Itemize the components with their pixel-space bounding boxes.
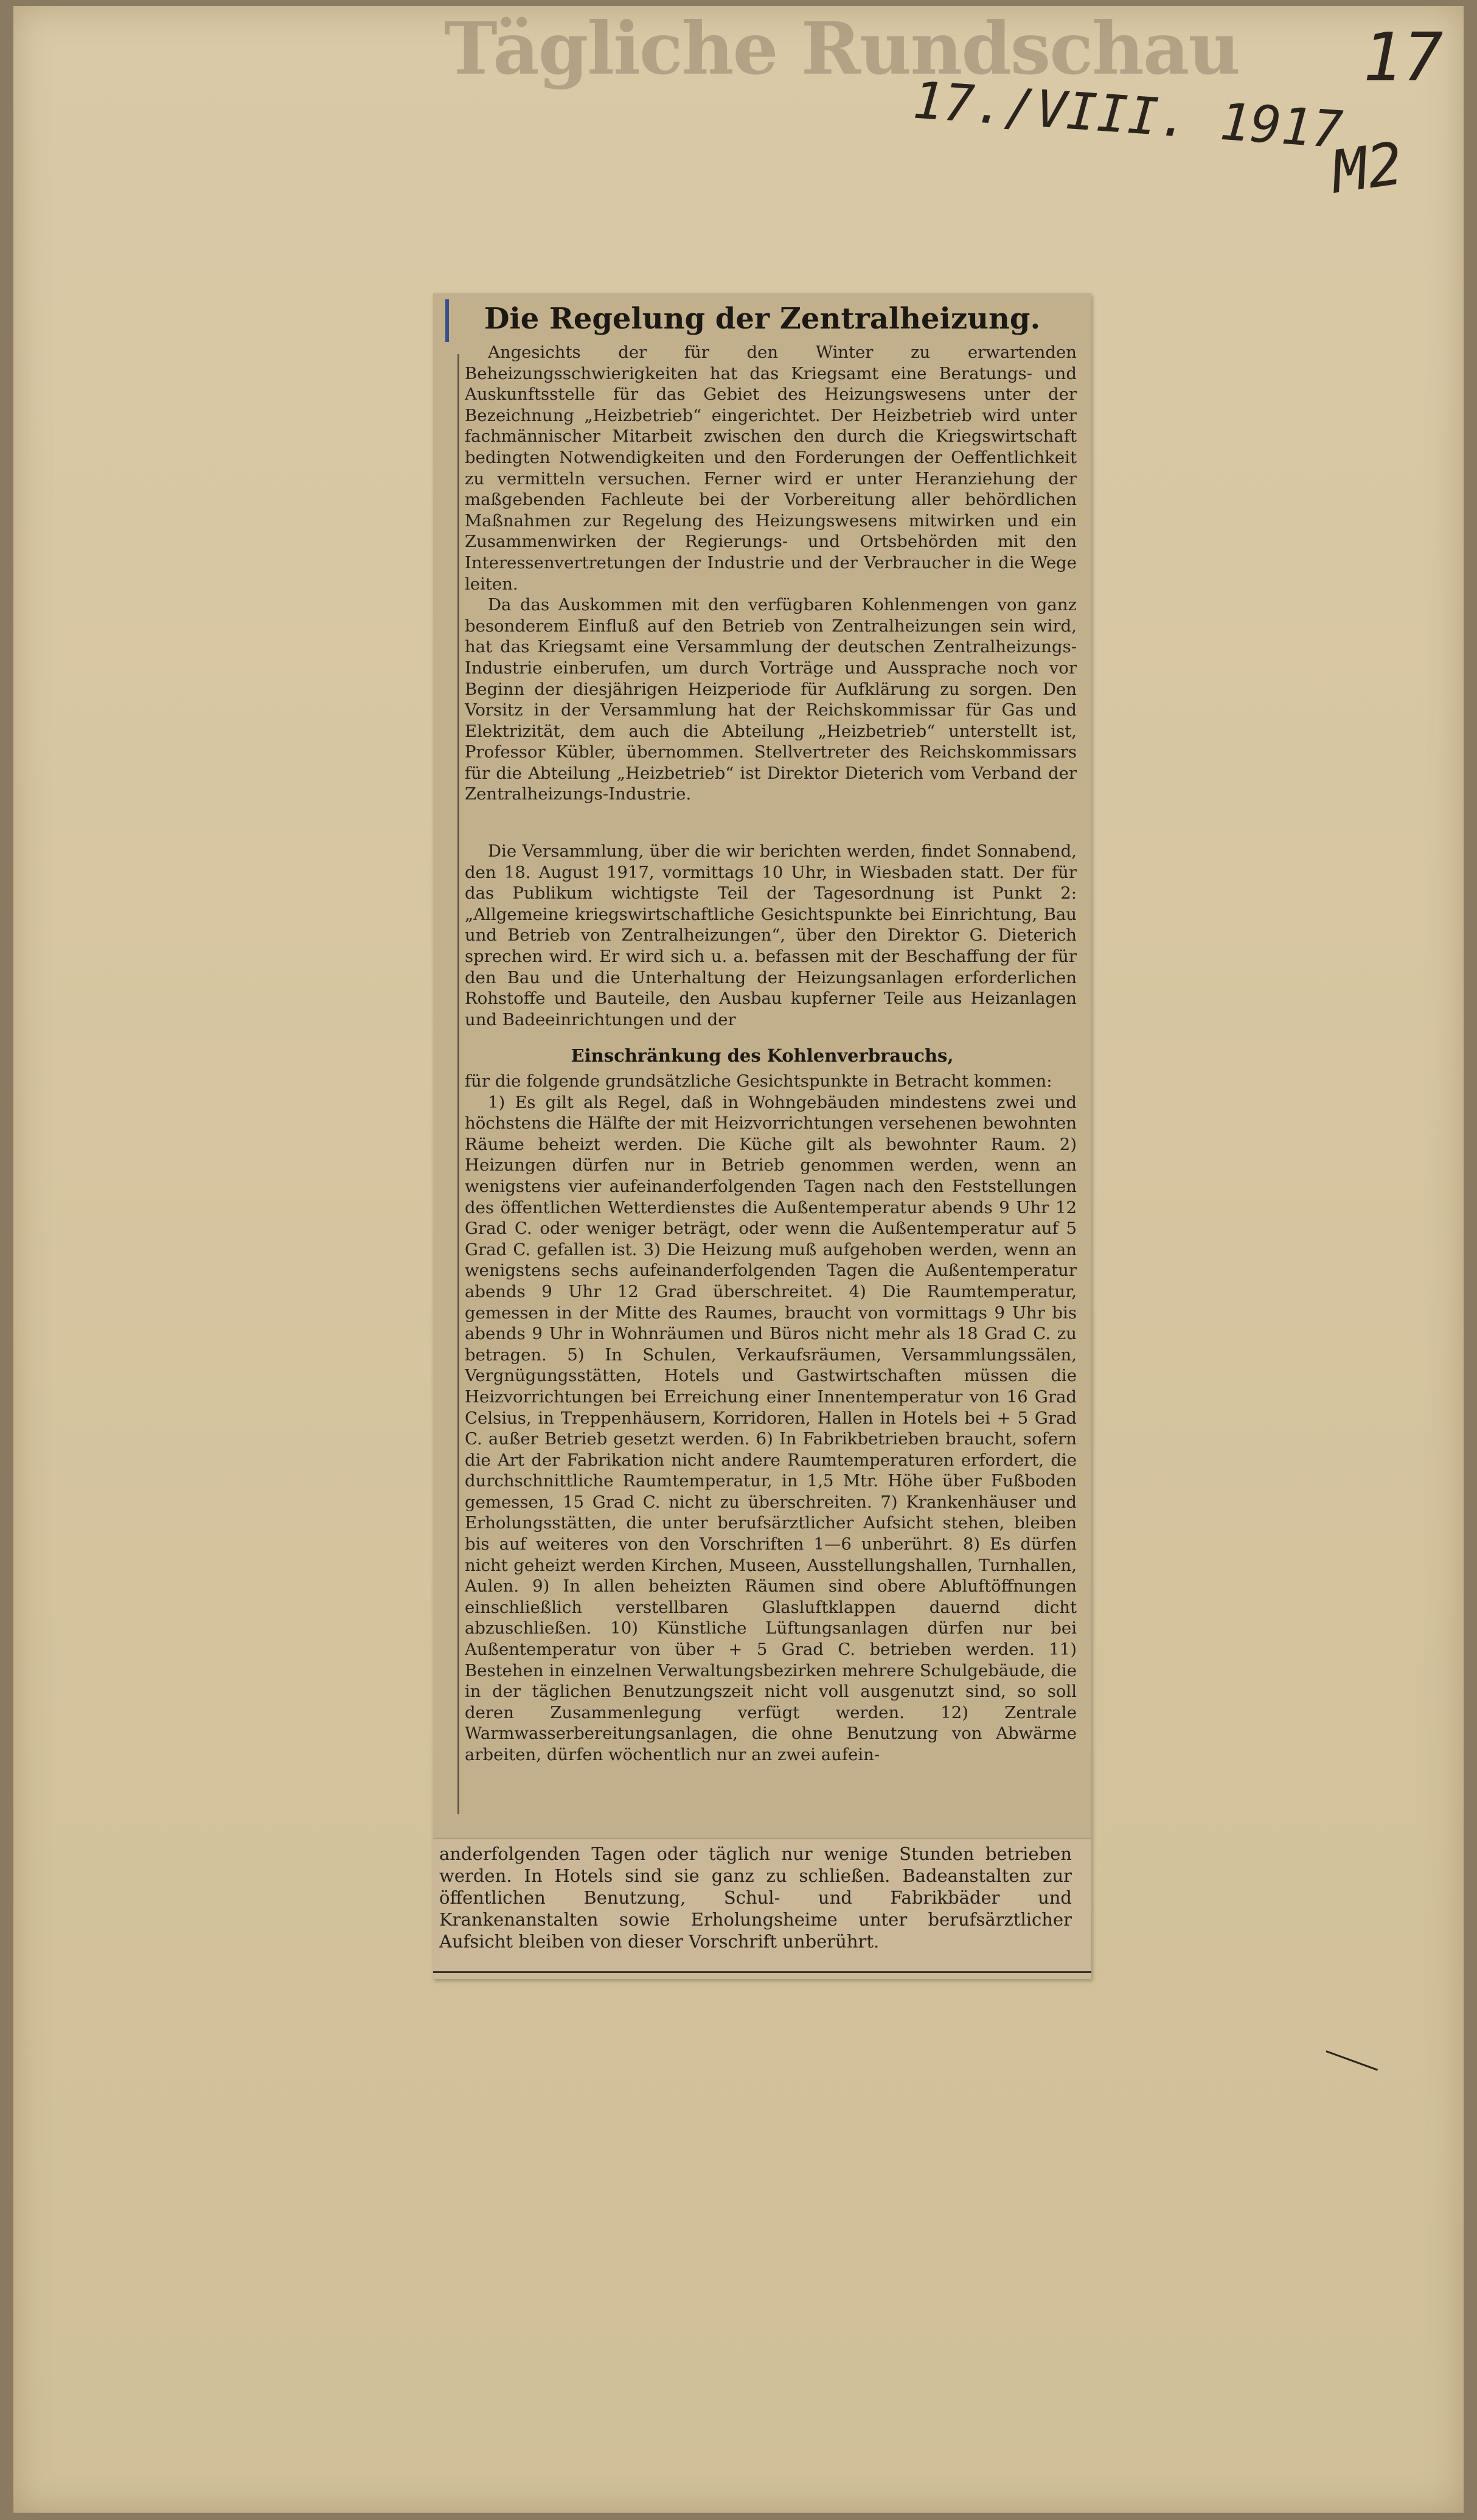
handwritten-mark: M2 — [1327, 129, 1407, 207]
newspaper-stamp: Tägliche Rundschau — [444, 6, 1240, 91]
article-body-part3 — [465, 1071, 1077, 1766]
article-body-part1 — [465, 342, 1077, 805]
paragraph: Angesichts der für den Winter zu erwartenden Beheizungsschwierigkeiten hat das Kriegsamt eine Beratungs- und Auskunftsstelle für das Gebiet des Heizungswesens unter der Bezeichnung „Heizbetrieb“ eingerichtet. Der Heizbetrieb wird unter fachmännischer Mitarbeit zwischen den durch die Kriegswirtschaft bedingten Notwendigkeiten und den Forderungen der Oeffentlichkeit zu vermitteln versuchen. Ferner wird er unter Heranziehung der maßgebenden Fachleute bei der Vorbereitung aller behördlichen Maßnahmen zur Regelung des Heizungswesens mitwirken und ein Zusammenwirken der Regierungs- und Ortsbehörden mit den Interessenvertretungen der Industrie und der Verbraucher in die Wege leiten. — [465, 343, 1077, 594]
article-title: Die Regelung der Zentralheizung. — [484, 302, 1041, 336]
handwritten-date: 17./VIII. 1917 — [911, 70, 1345, 160]
clipping-continuation — [433, 1839, 1091, 1979]
article-body-part2 — [465, 841, 1077, 1030]
paragraph: Da das Auskommen mit den verfügbaren Kohlenmengen von ganz besonderem Einfluß auf den Betrieb von Zentralheizungen sein wird, hat das Kriegsamt eine Versammlung der deutschen Zentralheizungs-Industrie einberufen, um durch Vorträge und Aussprache noch vor Beginn der diesjährigen Heizperiode für Aufklärung zu sorgen. Den Vorsitz in der Versammlung hat der Reichskommissar für Gas und Elektrizität, dem auch die Abteilung „Heizbetrieb“ unterstellt ist, Professor Kübler, übernommen. Stellvertreter des Reichskommissars für die Abteilung „Heizbetrieb“ ist Direktor Dieterich vom Verband der Zentralheizungs-Industrie. — [465, 595, 1077, 804]
continuation-text — [439, 1843, 1072, 1952]
paragraph: 1) Es gilt als Regel, daß in Wohngebäuden mindestens zwei und höchstens die Hälfte der mit Heizvorrichtungen versehenen bewohnten Räume beheizt werden. Die Küche gilt als bewohnter Raum. 2) Heizungen dürfen nur in Betrieb genommen werden, wenn an wenigstens vier aufeinanderfolgenden Tagen nach den Feststellungen des öffentlichen Wetterdienstes die Außentemperatur abends 9 Uhr 12 Grad C. oder weniger beträgt, oder wenn die Außentemperatur auf 5 Grad C. gefallen ist. 3) Die Heizung muß aufgehoben werden, wenn an wenigstens sechs aufeinanderfolgenden Tagen die Außentemperatur abends 9 Uhr 12 Grad überschreitet. 4) Die Raumtemperatur, gemessen in der Mitte des Raumes, braucht von vormittags 9 Uhr bis abends 9 Uhr in Wohnräumen und Büros nicht mehr als 18 Grad C. zu betragen. 5) In Schulen, Verkaufsräumen, Versammlungssälen, Vergnügungsstätten, Hotels und Gastwirtschaften müssen die Heizvorrichtungen bei Erreichung einer Innentemperatur von 16 Grad Celsius, in Treppenhäusern, Korridoren, Hallen in Hotels bei + 5 Grad C. außer Betrieb gesetzt werden. 6) In Fabrikbetrieben braucht, sofern die Art der Fabrikation nicht andere Raumtemperaturen erfordert, die durchschnittliche Raumtemperatur, in 1,5 Mtr. Höhe über Fußboden gemessen, 15 Grad C. nicht zu überschreiten. 7) Krankenhäuser und Erholungsstätten, die unter berufsärztlicher Aufsicht stehen, bleiben bis auf weiteres von den Vorschriften 1—6 unberührt. 8) Es dürfen nicht geheizt werden Kirchen, Museen, Ausstellungshallen, Turnhallen, Aulen. 9) In allen beheizten Räumen sind obere Abluftöffnungen einschließlich verstellbaren Glasluftklappen dauernd dicht abzuschließen. 10) Künstliche Lüftungsanlagen dürfen nur bei Außentemperatur von über + 5 Grad C. betrieben werden. 11) Bestehen in einzelnen Verwaltungsbezirken mehrere Schulgebäude, die in der täglichen Benutzungszeit nicht voll ausgenutzt sind, so soll deren Zusammenlegung verfügt werden. 12) Zentrale Warmwasserbereitungsanlagen, die ohne Benutzung von Abwärme arbeiten, dürfen wöchentlich nur an zwei aufein- — [465, 1092, 1077, 1764]
paragraph: anderfolgenden Tagen oder täglich nur wenige Stunden betrieben werden. In Hotels sind sie ganz zu schließen. Badeanstalten zur öffentlichen Benutzung, Schul- und Fabrikbäder und Krankenanstalten sowie Erholungsheime unter berufsärztlicher Aufsicht bleiben von dieser Vorschrift unberührt. — [439, 1843, 1072, 1952]
article-subheading: Einschränkung des Kohlenverbrauchs, — [571, 1045, 954, 1066]
paragraph: Die Versammlung, über die wir berichten werden, findet Sonnabend, den 18. August 1917, vormittags 10 Uhr, in Wiesbaden statt. Der für das Publikum wichtigste Teil der Tagesordnung ist Punkt 2: „Allgemeine kriegswirtschaftliche Gesichtspunkte bei Einrichtung, Bau und Betrieb von Zentralheizungen“, über den Direktor G. Dieterich sprechen wird. Er wird sich u. a. befassen mit der Beschaffung der für den Bau und die Unterhaltung der Heizungsanlagen erforderlichen Rohstoffe und Bauteile, den Ausbau kupferner Teile aus Heizanlagen und Badeeinrichtungen und der — [465, 841, 1077, 1029]
newspaper-clipping — [433, 293, 1091, 1839]
handwritten-number: 17 — [1363, 18, 1444, 96]
paragraph: für die folgende grundsätzliche Gesichtspunkte in Betracht kommen: — [465, 1071, 1052, 1091]
